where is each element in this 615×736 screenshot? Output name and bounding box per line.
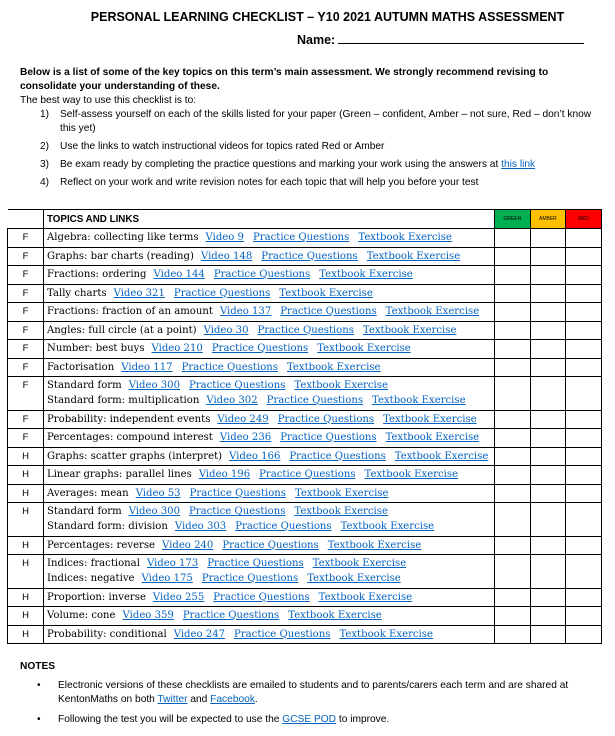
rating-cell-amber[interactable] bbox=[530, 247, 566, 266]
rating-cell-green[interactable] bbox=[495, 410, 531, 429]
topic-name: Percentages: reverse bbox=[47, 539, 156, 551]
tier-cell: H bbox=[8, 536, 44, 555]
practice-questions-link[interactable]: Practice Questions bbox=[277, 413, 375, 425]
topic-name: Fractions: fraction of an amount bbox=[47, 306, 213, 317]
video-link[interactable]: Video 9 bbox=[205, 232, 244, 243]
topic-name: Percentages: compound interest bbox=[47, 432, 213, 443]
video-link[interactable]: Video 249 bbox=[217, 413, 269, 425]
video-link[interactable]: Video 173 bbox=[146, 558, 199, 570]
video-link[interactable]: Video 321 bbox=[113, 287, 165, 299]
rating-cell-red[interactable] bbox=[566, 377, 602, 411]
table-row bbox=[8, 247, 602, 266]
rating-cell-green[interactable] bbox=[495, 247, 531, 266]
textbook-exercise-link[interactable]: Textbook Exercise bbox=[372, 394, 466, 406]
video-link[interactable]: Video 359 bbox=[122, 610, 174, 621]
topic-line bbox=[47, 468, 494, 483]
practice-questions-link[interactable]: Practice Questions bbox=[213, 269, 311, 280]
name-field[interactable] bbox=[297, 32, 584, 47]
tier-cell: F bbox=[8, 266, 44, 285]
practice-questions-link[interactable]: Practice Questions bbox=[213, 591, 310, 603]
practice-questions-link[interactable]: Practice Questions bbox=[235, 520, 332, 532]
topic-cell bbox=[44, 588, 495, 607]
topic-cell bbox=[44, 503, 495, 537]
rating-cell-green[interactable] bbox=[495, 284, 531, 303]
topic-cell bbox=[44, 536, 495, 555]
textbook-exercise-link[interactable]: Textbook Exercise bbox=[288, 610, 382, 621]
level-header-cell bbox=[8, 210, 44, 229]
video-link[interactable]: Video 303 bbox=[174, 520, 227, 532]
rating-cell-green[interactable] bbox=[495, 303, 531, 322]
practice-questions-link[interactable]: Practice Questions bbox=[222, 539, 319, 551]
rating-cell-red[interactable] bbox=[566, 266, 602, 285]
rating-cell-green[interactable] bbox=[495, 229, 531, 248]
topic-name: Standard form bbox=[47, 380, 122, 392]
textbook-exercise-link[interactable]: Textbook Exercise bbox=[286, 361, 381, 373]
topic-cell bbox=[44, 555, 495, 589]
step-item bbox=[40, 140, 595, 154]
rating-cell-red[interactable] bbox=[566, 410, 602, 429]
topic-cell bbox=[44, 266, 495, 285]
facebook-link[interactable]: Facebook bbox=[210, 694, 255, 705]
step-text: Self-assess yourself on each of the skills listed for your paper (Green – confident, Amber – not sure, Red – don’t know this yet) bbox=[60, 109, 592, 134]
intro-section bbox=[20, 66, 595, 190]
table-row bbox=[8, 607, 602, 626]
textbook-exercise-link[interactable]: Textbook Exercise bbox=[307, 572, 401, 584]
practice-questions-link[interactable]: Practice Questions bbox=[173, 287, 271, 299]
name-label: Name: bbox=[297, 33, 336, 47]
practice-questions-link[interactable]: Practice Questions bbox=[182, 610, 280, 621]
rating-cell-green[interactable] bbox=[495, 340, 531, 359]
topic-name: Fractions: ordering bbox=[47, 269, 147, 280]
rating-cell-amber[interactable] bbox=[530, 503, 566, 537]
topics-header: TOPICS AND LINKS bbox=[44, 210, 495, 229]
rating-cell-red[interactable] bbox=[566, 555, 602, 589]
rating-cell-amber[interactable] bbox=[530, 410, 566, 429]
tier-cell: H bbox=[8, 484, 44, 503]
tier-cell: H bbox=[8, 555, 44, 589]
video-link[interactable]: Video 148 bbox=[200, 250, 253, 262]
practice-questions-link[interactable]: Practice Questions bbox=[207, 558, 304, 570]
video-link[interactable]: Video 300 bbox=[128, 380, 181, 392]
topics-table bbox=[7, 209, 602, 644]
video-link[interactable]: Video 255 bbox=[152, 591, 205, 603]
practice-questions-link[interactable]: Practice Questions bbox=[261, 250, 358, 262]
rating-cell-amber[interactable] bbox=[530, 377, 566, 411]
topic-name: Proportion: inverse bbox=[47, 591, 146, 603]
topic-cell bbox=[44, 484, 495, 503]
topic-cell bbox=[44, 447, 495, 466]
topic-name: Indices: negative bbox=[47, 572, 135, 584]
video-link[interactable]: Video 117 bbox=[121, 361, 173, 373]
topic-line bbox=[47, 609, 494, 624]
table-row bbox=[8, 503, 602, 537]
rating-cell-green[interactable] bbox=[495, 266, 531, 285]
tier-cell: F bbox=[8, 377, 44, 411]
rating-cell-green[interactable] bbox=[495, 503, 531, 537]
topic-name: Algebra: collecting like terms bbox=[47, 232, 199, 243]
textbook-exercise-link[interactable]: Textbook Exercise bbox=[327, 539, 422, 551]
table-row bbox=[8, 229, 602, 248]
rating-cell-amber[interactable] bbox=[530, 466, 566, 485]
rating-cell-green[interactable] bbox=[495, 429, 531, 448]
textbook-exercise-link[interactable]: Textbook Exercise bbox=[366, 250, 461, 262]
twitter-link[interactable]: Twitter bbox=[157, 694, 188, 705]
topic-line bbox=[47, 628, 494, 643]
table-row bbox=[8, 555, 602, 589]
video-link[interactable]: Video 53 bbox=[135, 487, 181, 499]
notes-list bbox=[20, 679, 595, 728]
steps-list bbox=[20, 108, 595, 190]
rating-cell-green[interactable] bbox=[495, 607, 531, 626]
rating-cell-red[interactable] bbox=[566, 536, 602, 555]
topic-cell bbox=[44, 410, 495, 429]
topic-cell bbox=[44, 340, 495, 359]
table-header-row bbox=[8, 210, 602, 229]
video-link[interactable]: Video 210 bbox=[151, 343, 203, 354]
rating-cell-green[interactable] bbox=[495, 536, 531, 555]
topic-name: Angles: full circle (at a point) bbox=[47, 324, 197, 336]
practice-questions-link[interactable]: Practice Questions bbox=[211, 343, 309, 354]
tier-cell: F bbox=[8, 321, 44, 340]
rating-cell-green[interactable] bbox=[495, 321, 531, 340]
rating-cell-red[interactable] bbox=[566, 303, 602, 322]
rating-cell-green[interactable] bbox=[495, 377, 531, 411]
video-link[interactable]: Video 236 bbox=[219, 432, 272, 443]
rating-cell-red[interactable] bbox=[566, 429, 602, 448]
table-row bbox=[8, 321, 602, 340]
table-row bbox=[8, 303, 602, 322]
topic-name: Standard form bbox=[47, 506, 122, 518]
practice-questions-link[interactable]: Practice Questions bbox=[189, 380, 286, 392]
rating-cell-green[interactable] bbox=[495, 466, 531, 485]
rating-cell-red[interactable] bbox=[566, 229, 602, 248]
textbook-exercise-link[interactable]: Textbook Exercise bbox=[318, 591, 413, 603]
topic-line bbox=[47, 250, 494, 265]
step-text: Use the links to watch instructional videos for topics rated Red or Amber bbox=[60, 141, 385, 152]
textbook-exercise-link[interactable]: Textbook Exercise bbox=[358, 232, 452, 243]
topic-line bbox=[47, 431, 494, 446]
rating-cell-amber[interactable] bbox=[530, 588, 566, 607]
topic-line bbox=[47, 487, 494, 502]
topic-cell bbox=[44, 284, 495, 303]
table-row bbox=[8, 410, 602, 429]
rating-cell-green[interactable] bbox=[495, 447, 531, 466]
step-number: 1) bbox=[40, 109, 50, 120]
practice-questions-link[interactable]: Practice Questions bbox=[280, 306, 377, 317]
video-link[interactable]: Video 166 bbox=[229, 450, 281, 462]
textbook-exercise-link[interactable]: Textbook Exercise bbox=[383, 413, 477, 425]
topic-line bbox=[47, 287, 494, 302]
rating-cell-amber[interactable] bbox=[530, 625, 566, 644]
tier-cell: H bbox=[8, 607, 44, 626]
topic-name: Number: best buys bbox=[47, 343, 145, 354]
rating-cell-amber[interactable] bbox=[530, 358, 566, 377]
practice-questions-link[interactable]: Practice Questions bbox=[280, 432, 377, 443]
answers-link[interactable]: this link bbox=[501, 159, 536, 170]
rating-cell-red[interactable] bbox=[566, 447, 602, 466]
table-row bbox=[8, 625, 602, 644]
tier-cell: F bbox=[8, 358, 44, 377]
video-link[interactable]: Video 144 bbox=[153, 269, 205, 280]
topic-line bbox=[47, 379, 494, 394]
textbook-exercise-link[interactable]: Textbook Exercise bbox=[312, 558, 407, 570]
table-row bbox=[8, 466, 602, 485]
tier-cell: F bbox=[8, 410, 44, 429]
rating-cell-red[interactable] bbox=[566, 358, 602, 377]
textbook-exercise-link[interactable]: Textbook Exercise bbox=[319, 269, 413, 280]
textbook-exercise-link[interactable]: Textbook Exercise bbox=[340, 520, 435, 532]
tier-cell: F bbox=[8, 340, 44, 359]
practice-questions-link[interactable]: Practice Questions bbox=[181, 361, 278, 373]
topic-line bbox=[47, 361, 494, 376]
rating-cell-red[interactable] bbox=[566, 588, 602, 607]
video-link[interactable]: Video 302 bbox=[206, 394, 258, 406]
topic-line bbox=[47, 505, 494, 520]
rating-cell-amber[interactable] bbox=[530, 555, 566, 589]
rating-cell-amber[interactable] bbox=[530, 607, 566, 626]
step-text: Be exam ready by completing the practice questions and marking your work using the answers at this link bbox=[60, 159, 536, 170]
practice-questions-link[interactable]: Practice Questions bbox=[201, 572, 299, 584]
step-item bbox=[40, 176, 595, 190]
bullet-icon: • bbox=[37, 679, 41, 691]
rating-cell-red[interactable] bbox=[566, 321, 602, 340]
topic-line bbox=[47, 572, 494, 587]
step-number: 4) bbox=[40, 177, 50, 188]
table-row bbox=[8, 266, 602, 285]
topic-line bbox=[47, 557, 494, 572]
note-item bbox=[37, 713, 595, 728]
rating-cell-green[interactable] bbox=[495, 484, 531, 503]
topic-name: Graphs: scatter graphs (interpret) bbox=[47, 450, 223, 462]
step-item bbox=[40, 108, 595, 136]
topic-line bbox=[47, 394, 494, 409]
topic-cell bbox=[44, 321, 495, 340]
textbook-exercise-link[interactable]: Textbook Exercise bbox=[294, 380, 388, 392]
practice-questions-link[interactable]: Practice Questions bbox=[259, 469, 356, 480]
video-link[interactable]: Video 137 bbox=[219, 306, 272, 317]
textbook-exercise-link[interactable]: Textbook Exercise bbox=[294, 506, 388, 518]
rating-cell-amber[interactable] bbox=[530, 484, 566, 503]
rating-cell-green[interactable] bbox=[495, 588, 531, 607]
topic-line bbox=[47, 413, 494, 428]
rating-cell-amber[interactable] bbox=[530, 536, 566, 555]
tier-cell: H bbox=[8, 503, 44, 537]
rating-cell-amber[interactable] bbox=[530, 303, 566, 322]
table-row bbox=[8, 588, 602, 607]
table-row bbox=[8, 377, 602, 411]
topic-name: Linear graphs: parallel lines bbox=[47, 469, 192, 480]
gcse-pod-link[interactable]: GCSE POD bbox=[282, 713, 337, 725]
rating-cell-amber[interactable] bbox=[530, 447, 566, 466]
topic-name: Standard form: division bbox=[47, 520, 168, 532]
topic-name: Tally charts bbox=[47, 287, 107, 299]
topic-line bbox=[47, 520, 494, 535]
table-row bbox=[8, 340, 602, 359]
tier-cell: F bbox=[8, 429, 44, 448]
rating-cell-red[interactable] bbox=[566, 607, 602, 626]
rating-cell-amber[interactable] bbox=[530, 284, 566, 303]
practice-questions-link[interactable]: Practice Questions bbox=[289, 450, 386, 462]
topic-name: Averages: mean bbox=[47, 487, 129, 499]
rating-cell-red[interactable] bbox=[566, 247, 602, 266]
topic-name: Factorisation bbox=[47, 361, 115, 373]
tier-cell: H bbox=[8, 625, 44, 644]
step-item bbox=[40, 158, 595, 172]
tier-cell: H bbox=[8, 588, 44, 607]
topic-cell bbox=[44, 377, 495, 411]
step-number: 3) bbox=[40, 159, 50, 170]
video-link[interactable]: Video 196 bbox=[198, 469, 251, 480]
textbook-exercise-link[interactable]: Textbook Exercise bbox=[394, 450, 489, 462]
tier-cell: F bbox=[8, 284, 44, 303]
topic-cell bbox=[44, 303, 495, 322]
topic-name: Indices: fractional bbox=[47, 558, 140, 570]
rating-cell-red[interactable] bbox=[566, 484, 602, 503]
topic-line bbox=[47, 268, 494, 283]
tier-cell: F bbox=[8, 229, 44, 248]
rating-cell-red[interactable] bbox=[566, 503, 602, 537]
practice-questions-link[interactable]: Practice Questions bbox=[252, 232, 350, 243]
rating-cell-red[interactable] bbox=[566, 284, 602, 303]
topic-cell bbox=[44, 247, 495, 266]
rating-cell-red[interactable] bbox=[566, 625, 602, 644]
textbook-exercise-link[interactable]: Textbook Exercise bbox=[294, 487, 389, 499]
note-text: Following the test you will be expected to use the GCSE POD to improve. bbox=[58, 713, 390, 725]
table-row bbox=[8, 358, 602, 377]
textbook-exercise-link[interactable]: Textbook Exercise bbox=[364, 469, 459, 480]
green-header: GREEN bbox=[495, 210, 531, 229]
video-link[interactable]: Video 247 bbox=[173, 628, 226, 640]
rating-cell-green[interactable] bbox=[495, 625, 531, 644]
textbook-exercise-link[interactable]: Textbook Exercise bbox=[385, 306, 480, 317]
practice-questions-link[interactable]: Practice Questions bbox=[257, 324, 354, 336]
tier-cell: H bbox=[8, 447, 44, 466]
topic-cell bbox=[44, 429, 495, 448]
practice-questions-link[interactable]: Practice Questions bbox=[189, 487, 286, 499]
textbook-exercise-link[interactable]: Textbook Exercise bbox=[317, 343, 411, 354]
tier-cell: H bbox=[8, 466, 44, 485]
amber-header: AMBER bbox=[530, 210, 566, 229]
table-row bbox=[8, 484, 602, 503]
topic-line bbox=[47, 539, 494, 554]
textbook-exercise-link[interactable]: Textbook Exercise bbox=[339, 628, 433, 640]
table-row bbox=[8, 447, 602, 466]
video-link[interactable]: Video 175 bbox=[141, 572, 193, 584]
topic-cell bbox=[44, 625, 495, 644]
textbook-exercise-link[interactable]: Textbook Exercise bbox=[385, 432, 480, 443]
textbook-exercise-link[interactable]: Textbook Exercise bbox=[279, 287, 373, 299]
notes-title: NOTES bbox=[20, 661, 56, 672]
rating-cell-red[interactable] bbox=[566, 340, 602, 359]
topic-cell bbox=[44, 229, 495, 248]
practice-questions-link[interactable]: Practice Questions bbox=[266, 394, 364, 406]
notes-section bbox=[20, 660, 595, 732]
name-blank-line[interactable] bbox=[338, 32, 584, 44]
textbook-exercise-link[interactable]: Textbook Exercise bbox=[362, 324, 457, 336]
topic-cell bbox=[44, 358, 495, 377]
rating-cell-amber[interactable] bbox=[530, 229, 566, 248]
topic-cell bbox=[44, 466, 495, 485]
note-item bbox=[37, 679, 595, 708]
table-row bbox=[8, 536, 602, 555]
rating-cell-green[interactable] bbox=[495, 358, 531, 377]
rating-cell-amber[interactable] bbox=[530, 340, 566, 359]
tier-cell: F bbox=[8, 247, 44, 266]
page-title: PERSONAL LEARNING CHECKLIST – Y10 2021 AUTUMN MATHS ASSESSMENT bbox=[90, 10, 565, 24]
rating-cell-red[interactable] bbox=[566, 466, 602, 485]
step-text: Reflect on your work and write revision notes for each topic that will help you before your test bbox=[60, 177, 479, 188]
intro-bold-text: Below is a list of some of the key topics on this term’s main assessment. We strongly recommend revising to consolidate your understanding of these. bbox=[20, 67, 549, 92]
topic-line bbox=[47, 305, 494, 320]
bullet-icon: • bbox=[37, 713, 41, 725]
rating-cell-amber[interactable] bbox=[530, 321, 566, 340]
video-link[interactable]: Video 240 bbox=[162, 539, 214, 551]
tier-cell: F bbox=[8, 303, 44, 322]
table-row bbox=[8, 284, 602, 303]
topic-name: Graphs: bar charts (reading) bbox=[47, 250, 194, 262]
note-text: Electronic versions of these checklists are emailed to students and to parents/carers each term and are shared at KentonMaths on both Twitter and Facebook. bbox=[58, 679, 569, 705]
topic-name: Probability: independent events bbox=[47, 413, 211, 425]
red-header: RED bbox=[566, 210, 602, 229]
video-link[interactable]: Video 30 bbox=[203, 324, 249, 336]
topic-line bbox=[47, 231, 494, 246]
practice-questions-link[interactable]: Practice Questions bbox=[234, 628, 331, 640]
topic-line bbox=[47, 324, 494, 339]
video-link[interactable]: Video 300 bbox=[128, 506, 181, 518]
rating-cell-amber[interactable] bbox=[530, 429, 566, 448]
practice-questions-link[interactable]: Practice Questions bbox=[189, 506, 286, 518]
rating-cell-amber[interactable] bbox=[530, 266, 566, 285]
topic-line bbox=[47, 591, 494, 606]
topic-name: Volume: cone bbox=[47, 610, 116, 621]
topic-name: Probability: conditional bbox=[47, 628, 167, 640]
intro-lead: The best way to use this checklist is to: bbox=[20, 95, 197, 106]
topic-line bbox=[47, 450, 494, 465]
topic-line bbox=[47, 342, 494, 357]
rating-cell-green[interactable] bbox=[495, 555, 531, 589]
step-number: 2) bbox=[40, 141, 50, 152]
topic-name: Standard form: multiplication bbox=[47, 394, 200, 406]
table-row bbox=[8, 429, 602, 448]
topic-cell bbox=[44, 607, 495, 626]
